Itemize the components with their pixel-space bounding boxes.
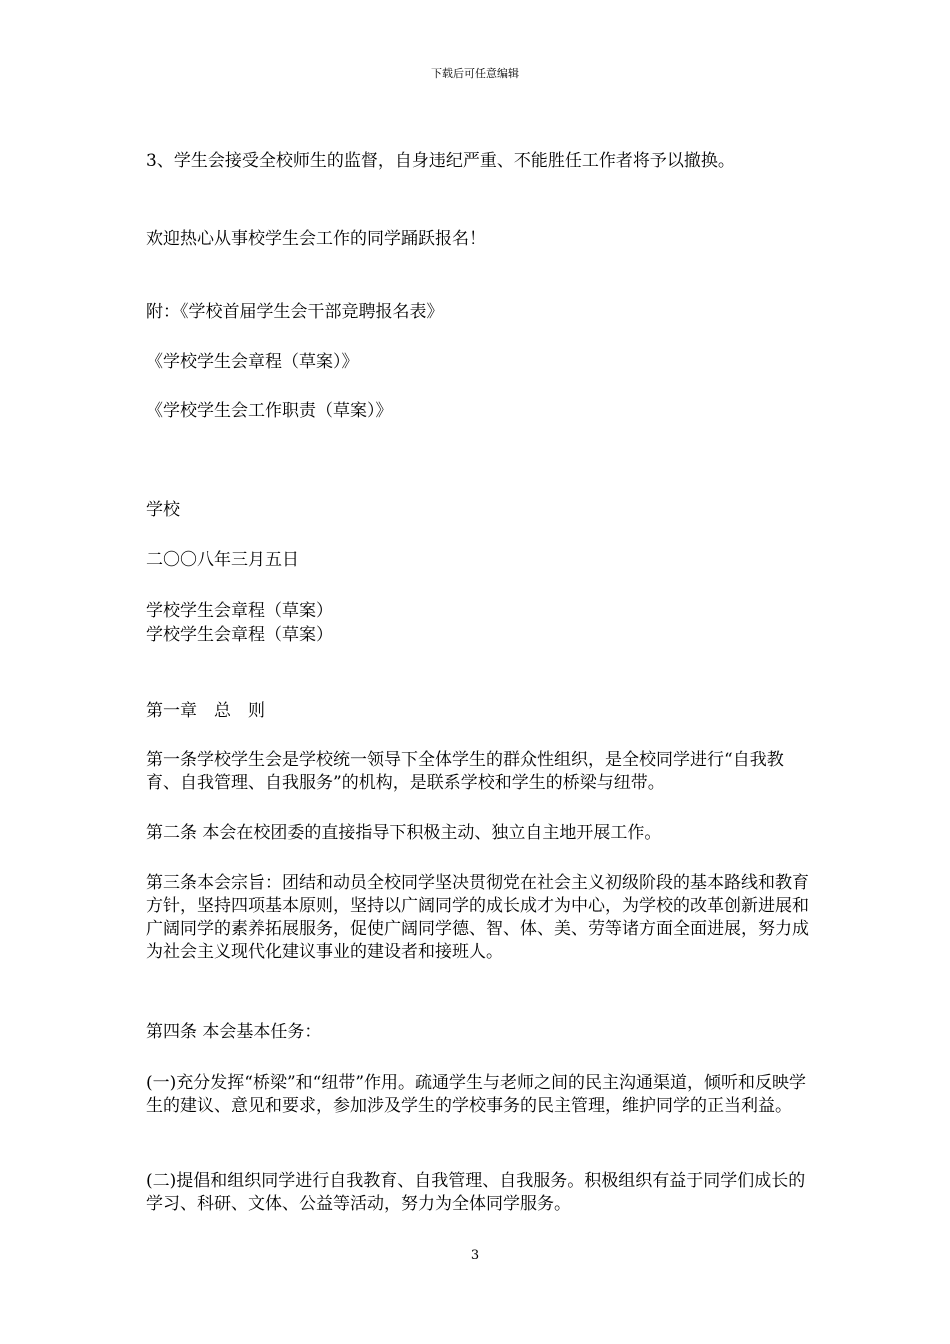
article-3: 第三条本会宗旨：团结和动员全校同学坚决贯彻党在社会主义初级阶段的基本路线和教育方针，坚持四项基本原则，坚持以广阔同学的成长成才为中心，为学校的改革创新进展和广阔同学的素养拓展服务，促使广阔同学德、智、体、美、劳等诸方面全面进展，努力成为社会主义现代化建议事业的建设者和接班人。: [146, 873, 809, 962]
page-number: 3: [470, 1248, 480, 1263]
article-1: 第一条学校学生会是学校统一领导下全体学生的群众性组织，是全校同学进行“自我教育、自我管理、自我服务”的机构，是联系学校和学生的桥梁与纽带。: [146, 750, 784, 793]
signature-organization: 学校: [146, 500, 180, 520]
task-item-1: (一)充分发挥“桥梁”和“纽带”作用。疏通学生与老师之间的民主沟通渠道，倾听和反映学生的建议、意见和要求，参加涉及学生的学校事务的民主管理，维护同学的正当利益。: [146, 1073, 807, 1116]
paragraph-item-3: 3、学生会接受全校师生的监督，自身违纪严重、不能胜任工作者将予以撤换。: [146, 151, 735, 171]
document-title-2: 学校学生会章程（草案）: [146, 625, 333, 645]
attachment-line-3: 《学校学生会工作职责（草案）》: [146, 401, 393, 421]
task-item-2: (二)提倡和组织同学进行自我教育、自我管理、自我服务。积极组织有益于同学们成长的学习、科研、文体、公益等活动，努力为全体同学服务。: [146, 1171, 806, 1214]
attachment-line-1: 附：《学校首届学生会干部竞聘报名表》: [146, 302, 444, 322]
document-title-1: 学校学生会章程（草案）: [146, 601, 333, 621]
article-4: 第四条 本会基本任务：: [146, 1022, 322, 1042]
signature-date: 二〇〇八年三月五日: [146, 550, 299, 570]
article-2: 第二条 本会在校团委的直接指导下积极主动、独立自主地开展工作。: [146, 823, 662, 843]
paragraph-welcome: 欢迎热心从事校学生会工作的同学踊跃报名！: [146, 229, 486, 249]
chapter-heading: 第一章 总 则: [146, 701, 265, 721]
attachment-line-2: 《学校学生会章程（草案）》: [146, 352, 359, 372]
page-header-note: 下载后可任意编辑: [431, 67, 519, 80]
